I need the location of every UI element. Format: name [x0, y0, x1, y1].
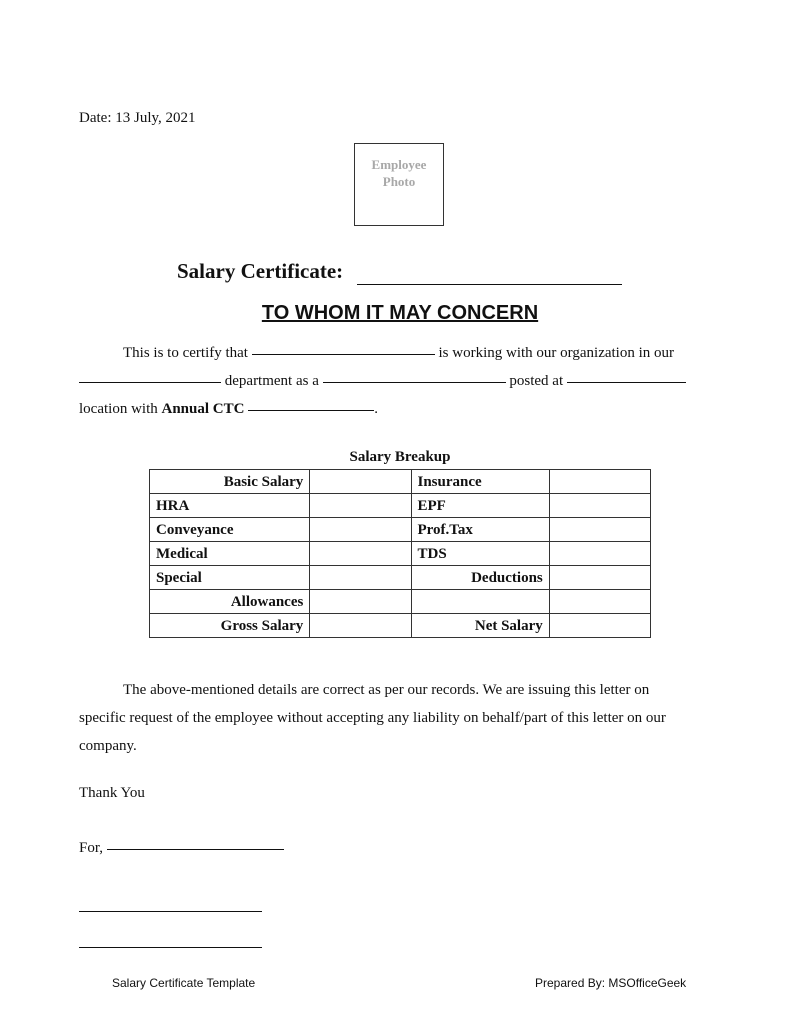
table-row	[150, 494, 651, 518]
photo-label-line2: Photo	[382, 173, 416, 189]
deduction-value-cell	[549, 470, 650, 494]
earning-label: HRA	[150, 494, 310, 518]
certificate-title: Salary Certificate:	[177, 259, 344, 283]
table-row	[150, 470, 651, 494]
signature-line	[79, 911, 262, 912]
annual-ctc-blank	[248, 409, 374, 411]
company-name-blank	[107, 848, 284, 850]
earning-label: Allowances	[150, 590, 310, 614]
closing-paragraph-line-2: specific request of the employee without accepting any liability on behalf/part of this letter on our	[79, 710, 666, 726]
salary-breakup-table	[149, 469, 651, 638]
body-text: location with	[79, 401, 158, 417]
salary-breakup-caption: Salary Breakup	[349, 449, 451, 465]
earning-value-cell	[310, 590, 411, 614]
date-line: Date: 13 July, 2021	[79, 110, 196, 126]
designation-blank	[323, 381, 506, 383]
body-line-2	[79, 373, 686, 390]
deduction-label: EPF	[411, 494, 549, 518]
table-row	[150, 614, 651, 638]
thank-you-text: Thank You	[79, 785, 145, 801]
body-text: .	[374, 401, 378, 417]
deduction-value-cell	[549, 590, 650, 614]
net-salary-label: Net Salary	[411, 614, 549, 638]
table-row	[150, 518, 651, 542]
gross-salary-value-cell	[310, 614, 411, 638]
deduction-value-cell	[549, 494, 650, 518]
deduction-value-cell	[549, 518, 650, 542]
earning-value-cell	[310, 494, 411, 518]
deduction-label: Deductions	[411, 566, 549, 590]
annual-ctc-label: Annual CTC	[161, 401, 245, 417]
designation-line	[79, 947, 262, 948]
body-text: is working with our organization in our	[438, 345, 675, 361]
employee-photo-placeholder	[354, 143, 444, 226]
earning-label: Medical	[150, 542, 310, 566]
footer-left: Salary Certificate Template	[112, 976, 256, 990]
concern-heading: TO WHOM IT MAY CONCERN	[261, 302, 539, 324]
table-row	[150, 590, 651, 614]
location-blank	[567, 381, 686, 383]
body-text: department as a	[224, 373, 319, 389]
earning-value-cell	[310, 518, 411, 542]
earning-label: Conveyance	[150, 518, 310, 542]
table-row	[150, 566, 651, 590]
deduction-value-cell	[549, 566, 650, 590]
earning-label: Basic Salary	[150, 470, 310, 494]
department-blank	[79, 381, 221, 383]
photo-label-line1: Employee	[371, 156, 427, 172]
employee-name-blank	[252, 353, 435, 355]
net-salary-value-cell	[549, 614, 650, 638]
for-line	[79, 840, 284, 857]
certificate-title-blank	[357, 284, 622, 285]
deduction-value-cell	[549, 542, 650, 566]
for-label: For,	[79, 840, 103, 856]
closing-paragraph-line-3: company.	[79, 738, 137, 754]
gross-salary-label: Gross Salary	[150, 614, 310, 638]
closing-paragraph-line-1: The above-mentioned details are correct as per our records. We are issuing this letter on	[123, 682, 650, 698]
earning-value-cell	[310, 542, 411, 566]
deduction-label: Prof.Tax	[411, 518, 549, 542]
table-row	[150, 542, 651, 566]
earning-label: Special	[150, 566, 310, 590]
body-text: This is to certify that	[123, 345, 248, 361]
deduction-label	[411, 590, 549, 614]
footer-right: Prepared By: MSOfficeGeek	[535, 976, 687, 990]
body-line-1	[123, 345, 674, 362]
deduction-label: Insurance	[411, 470, 549, 494]
earning-value-cell	[310, 470, 411, 494]
body-text: posted at	[509, 373, 564, 389]
deduction-label: TDS	[411, 542, 549, 566]
earning-value-cell	[310, 566, 411, 590]
body-line-3	[79, 401, 378, 418]
